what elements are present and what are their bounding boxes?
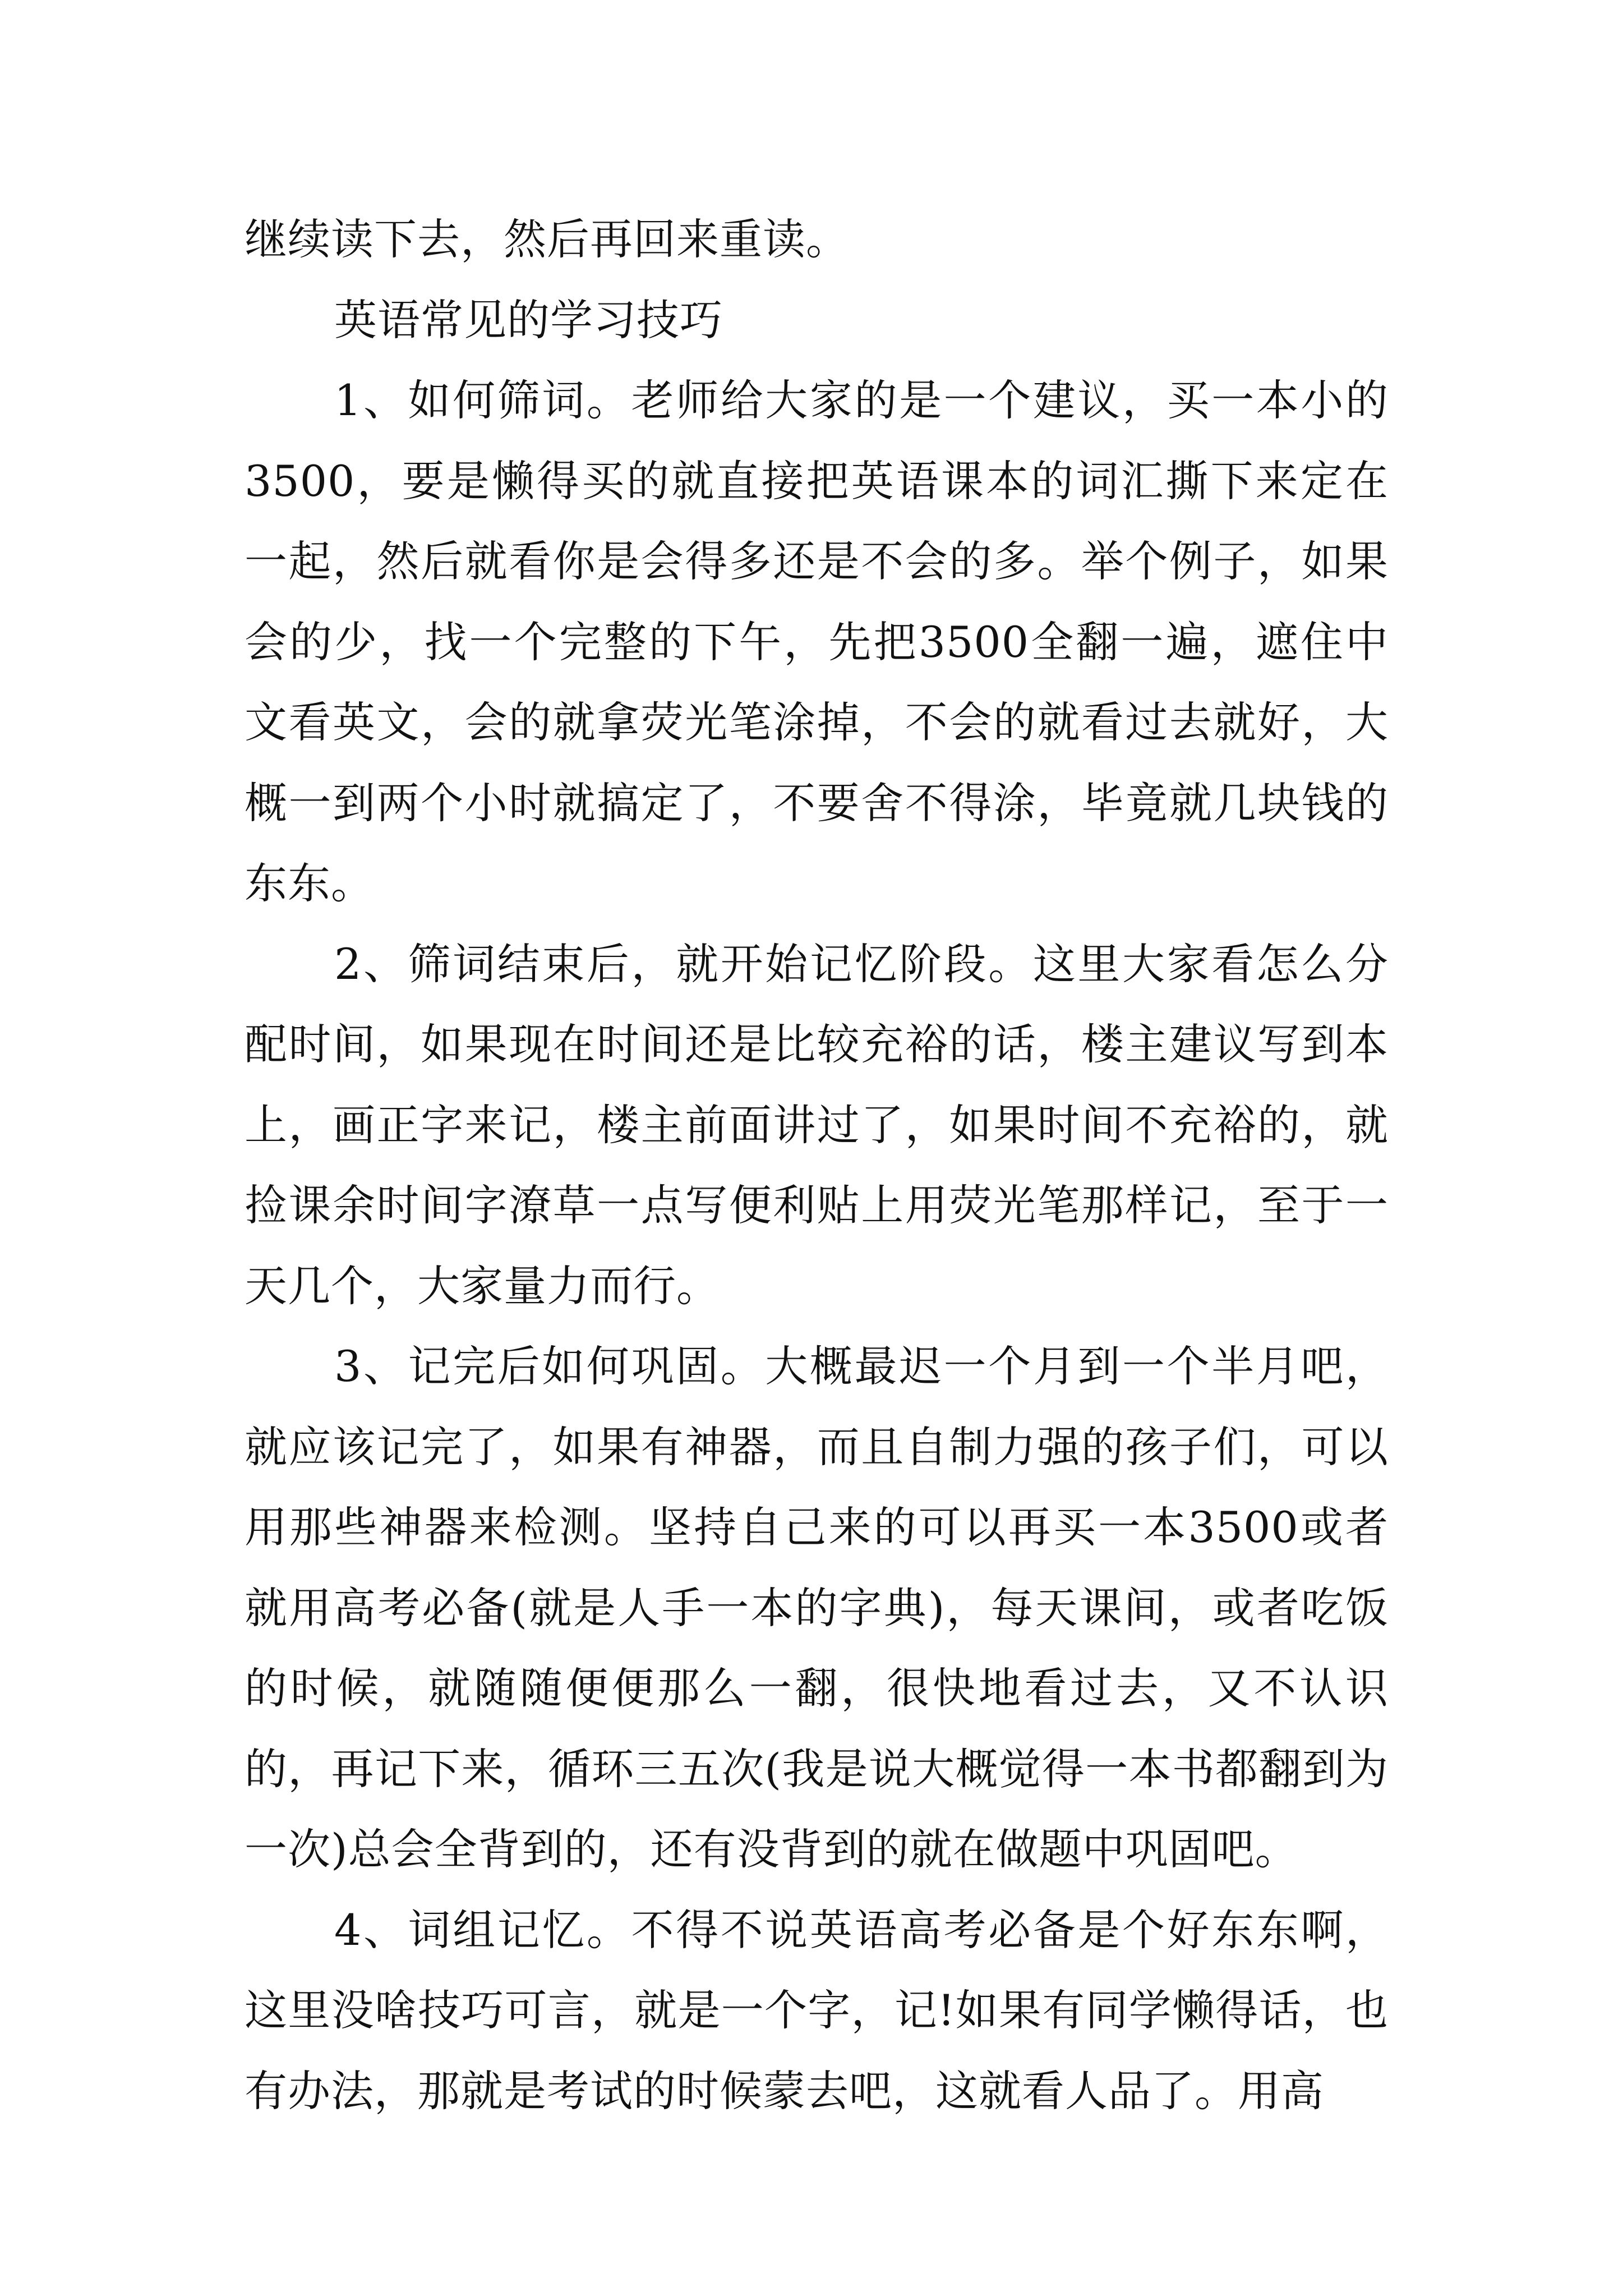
- paragraph-tip-4: 4、词组记忆。不得不说英语高考必备是个好东东啊，这里没啥技巧可言，就是一个字，记!如果有同学懒得话，也有办法，那就是考试的时候蒙去吧，这就看人品了。用高: [245, 1904, 1389, 2116]
- section-heading: 英语常见的学习技巧: [334, 295, 723, 345]
- paragraph-tip-2: 2、筛词结束后，就开始记忆阶段。这里大家看怎么分配时间，如果现在时间还是比较充裕的话，楼主建议写到本上，画正字来记，楼主前面讲过了，如果时间不充裕的，就捡课余时间字潦草一点写便利贴上用荧光笔那样记，至于一天几个，大家量力而行。: [245, 938, 1389, 1311]
- paragraph-tip-3: 3、记完后如何巩固。大概最迟一个月到一个半月吧，就应该记完了，如果有神器，而且自制力强的孩子们，可以用那些神器来检测。坚持自己来的可以再买一本3500或者就用高考必备(就是人手一本的字典)，每天课间，或者吃饭的时候，就随随便便那么一翻，很快地看过去，又不认识的，再记下来，循环三五次(我是说大概觉得一本书都翻到为一次)总会全背到的，还有没背到的就在做题中巩固吧。: [245, 1341, 1389, 1874]
- paragraph-tip-1: 1、如何筛词。老师给大家的是一个建议，买一本小的3500，要是懒得买的就直接把英语课本的词汇撕下来定在一起，然后就看你是会得多还是不会的多。举个例子，如果会的少，找一个完整的下午，先把3500全翻一遍，遮住中文看英文，会的就拿荧光笔涂掉，不会的就看过去就好，大概一到两个小时就搞定了，不要舍不得涂，毕竟就几块钱的东东。: [245, 375, 1389, 908]
- paragraph-continuation: 继续读下去，然后再回来重读。: [245, 214, 849, 264]
- body-text: [245, 199, 1389, 2131]
